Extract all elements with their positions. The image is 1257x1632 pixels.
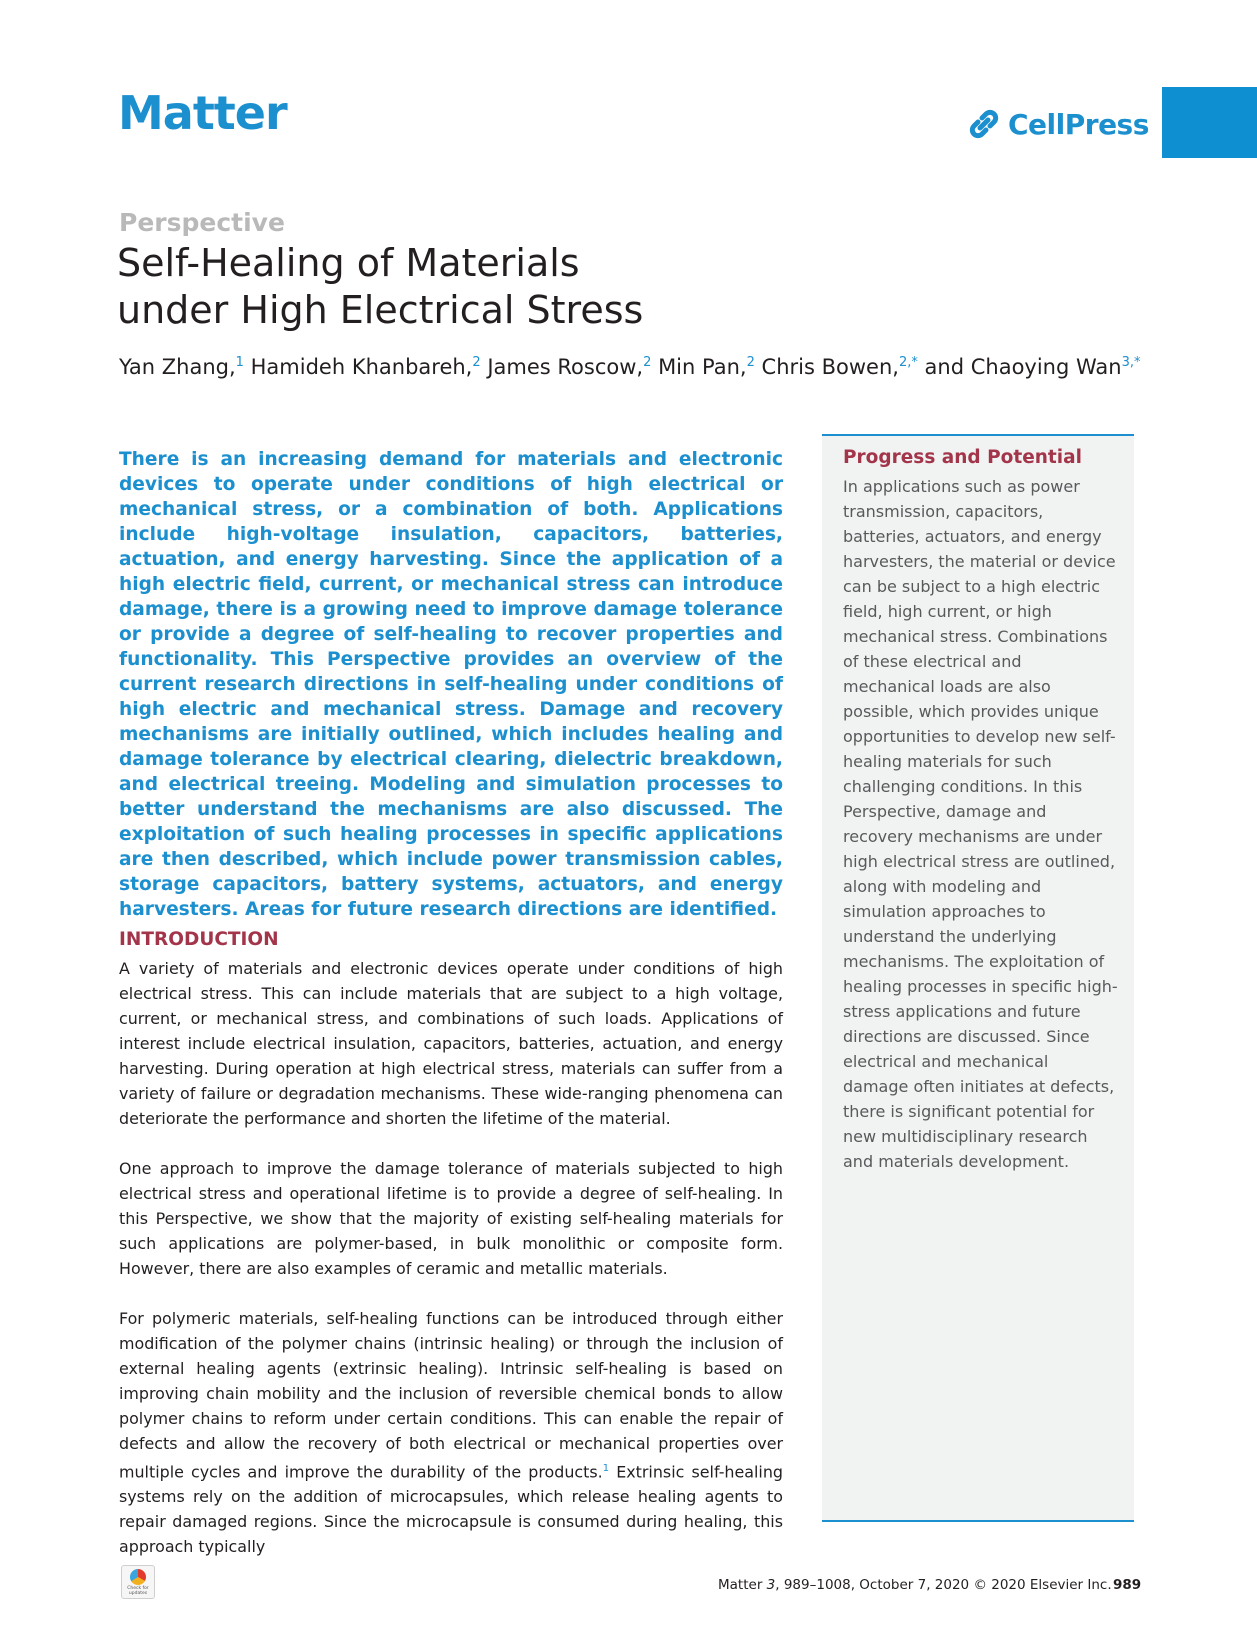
abstract: There is an increasing demand for materials and electronic devices to operate under conditions of high electrical or mechanical stress, or a combination of both. Applications include high-voltage insulation, capacitors, batteries, actuation, and energy harvesting. Since the application of a high electric field, current, or mechanical stress can introduce damage, there is a growing need to improve damage tolerance or provide a degree of self-healing to recover properties and functionality. This Perspective provides an overview of the current research directions in self-healing under conditions of high electric and mechanical stress. Damage and recovery mechanisms are initially outlined, which includes healing and damage tolerance by electrical clearing, dielectric breakdown, and electrical treeing. Modeling and simulation processes to better understand the mechanisms are also discussed. The exploitation of such healing processes in specific applications are then described, which include power transmission cables, storage capacitors, battery systems, actuators, and energy harvesters. Areas for future research directions are identified. [119,449,783,920]
badge-label: Check for updates [127,1585,149,1596]
footer-citation [718,1577,1112,1593]
citation-ref[interactable]: 1 [602,1463,610,1474]
author-list [119,355,1141,379]
paragraph-text: Extrinsic self-healing systems rely on the addition of microcapsules, which release healing agents to repair damaged regions. Since the microcapsule is consumed during healing, this approach typically [119,1462,783,1557]
article-type: Perspective [119,208,285,237]
paragraph-text: For polymeric materials, self-healing functions can be introduced through either modification of the polymer chains (intrinsic healing) or through the inclusion of external healing agents (extrinsic healing). Intrinsic self-healing is based on improving chain mobility and the inclusion of reversible chemical bonds to allow polymer chains to reform under certain conditions. This can enable the repair of defects and allow the recovery of both electrical or mechanical properties over multiple cycles and improve the durability of the products. [119,1309,783,1482]
author-name[interactable]: Yan Zhang, [119,355,236,379]
footer-journal: Matter [718,1577,763,1593]
header-color-tab [1162,87,1257,158]
author-name[interactable]: Chris Bowen, [761,355,899,379]
article-title [117,240,817,334]
author-name[interactable]: James Roscow, [487,355,644,379]
body-paragraph: One approach to improve the damage tolerance of materials subjected to high electrical stress and operational lifetime is to provide a degree of self-healing. In this Perspective, we show that the majority of existing self-healing materials for such applications are polymer-based, in bulk monolithic or composite form. However, there are also examples of ceramic and metallic materials. [119,1159,783,1278]
affiliation-ref[interactable]: 2 [472,355,481,370]
check-for-updates-badge[interactable] [121,1565,155,1599]
author-name[interactable]: Min Pan, [658,355,747,379]
title-line-2: under High Electrical Stress [117,288,644,332]
affiliation-ref[interactable]: 3,* [1121,355,1141,370]
title-line-1: Self-Healing of Materials [117,241,580,285]
affiliation-ref[interactable]: 1 [235,355,244,370]
body-paragraph [119,1306,783,1559]
cellpress-link-icon [966,106,1002,142]
sidebar-heading: Progress and Potential [843,447,1082,468]
footer-citation-text: , 989–1008, October 7, 2020 © 2020 Elsevier Inc. [775,1577,1112,1593]
affiliation-ref[interactable]: 2,* [898,355,918,370]
footer-volume: 3 [766,1577,776,1593]
journal-name: Matter [118,86,287,140]
check-for-updates-icon [130,1569,146,1585]
body-paragraph: A variety of materials and electronic devices operate under conditions of high electrical stress. This can include materials that are subject to a high voltage, current, or mechanical stress, and combinations of such loads. Applications of interest include electrical insulation, capacitors, batteries, actuation, and energy harvesting. During operation at high electrical stress, materials can suffer from a variety of failure or degradation mechanisms. These wide-ranging phenomena can deteriorate the performance and shorten the lifetime of the material. [119,959,783,1128]
page-number: 989 [1113,1577,1142,1593]
author-name[interactable]: and Chaoying Wan [924,355,1122,379]
sidebar-text: In applications such as power transmission, capacitors, batteries, actuators, and energy harvesters, the material or device can be subject to a high electric field, high current, or high mechanical stress. Combinations of these electrical and mechanical loads are also possible, which provides unique opportunities to develop new self-healing materials for such challenging conditions. In this Perspective, damage and recovery mechanisms are under high electrical stress are outlined, along with modeling and simulation approaches to understand the underlying mechanisms. The exploitation of healing processes in specific high-stress applications and future directions are discussed. Since electrical and mechanical damage often initiates at defects, there is significant potential for new multidisciplinary research and materials development. [843,477,1118,1171]
affiliation-ref[interactable]: 2 [643,355,652,370]
affiliation-ref[interactable]: 2 [746,355,755,370]
section-heading: INTRODUCTION [119,929,279,950]
author-name[interactable]: Hamideh Khanbareh, [250,355,473,379]
publisher-name: CellPress [1008,107,1149,141]
publisher-logo[interactable] [966,104,1149,144]
